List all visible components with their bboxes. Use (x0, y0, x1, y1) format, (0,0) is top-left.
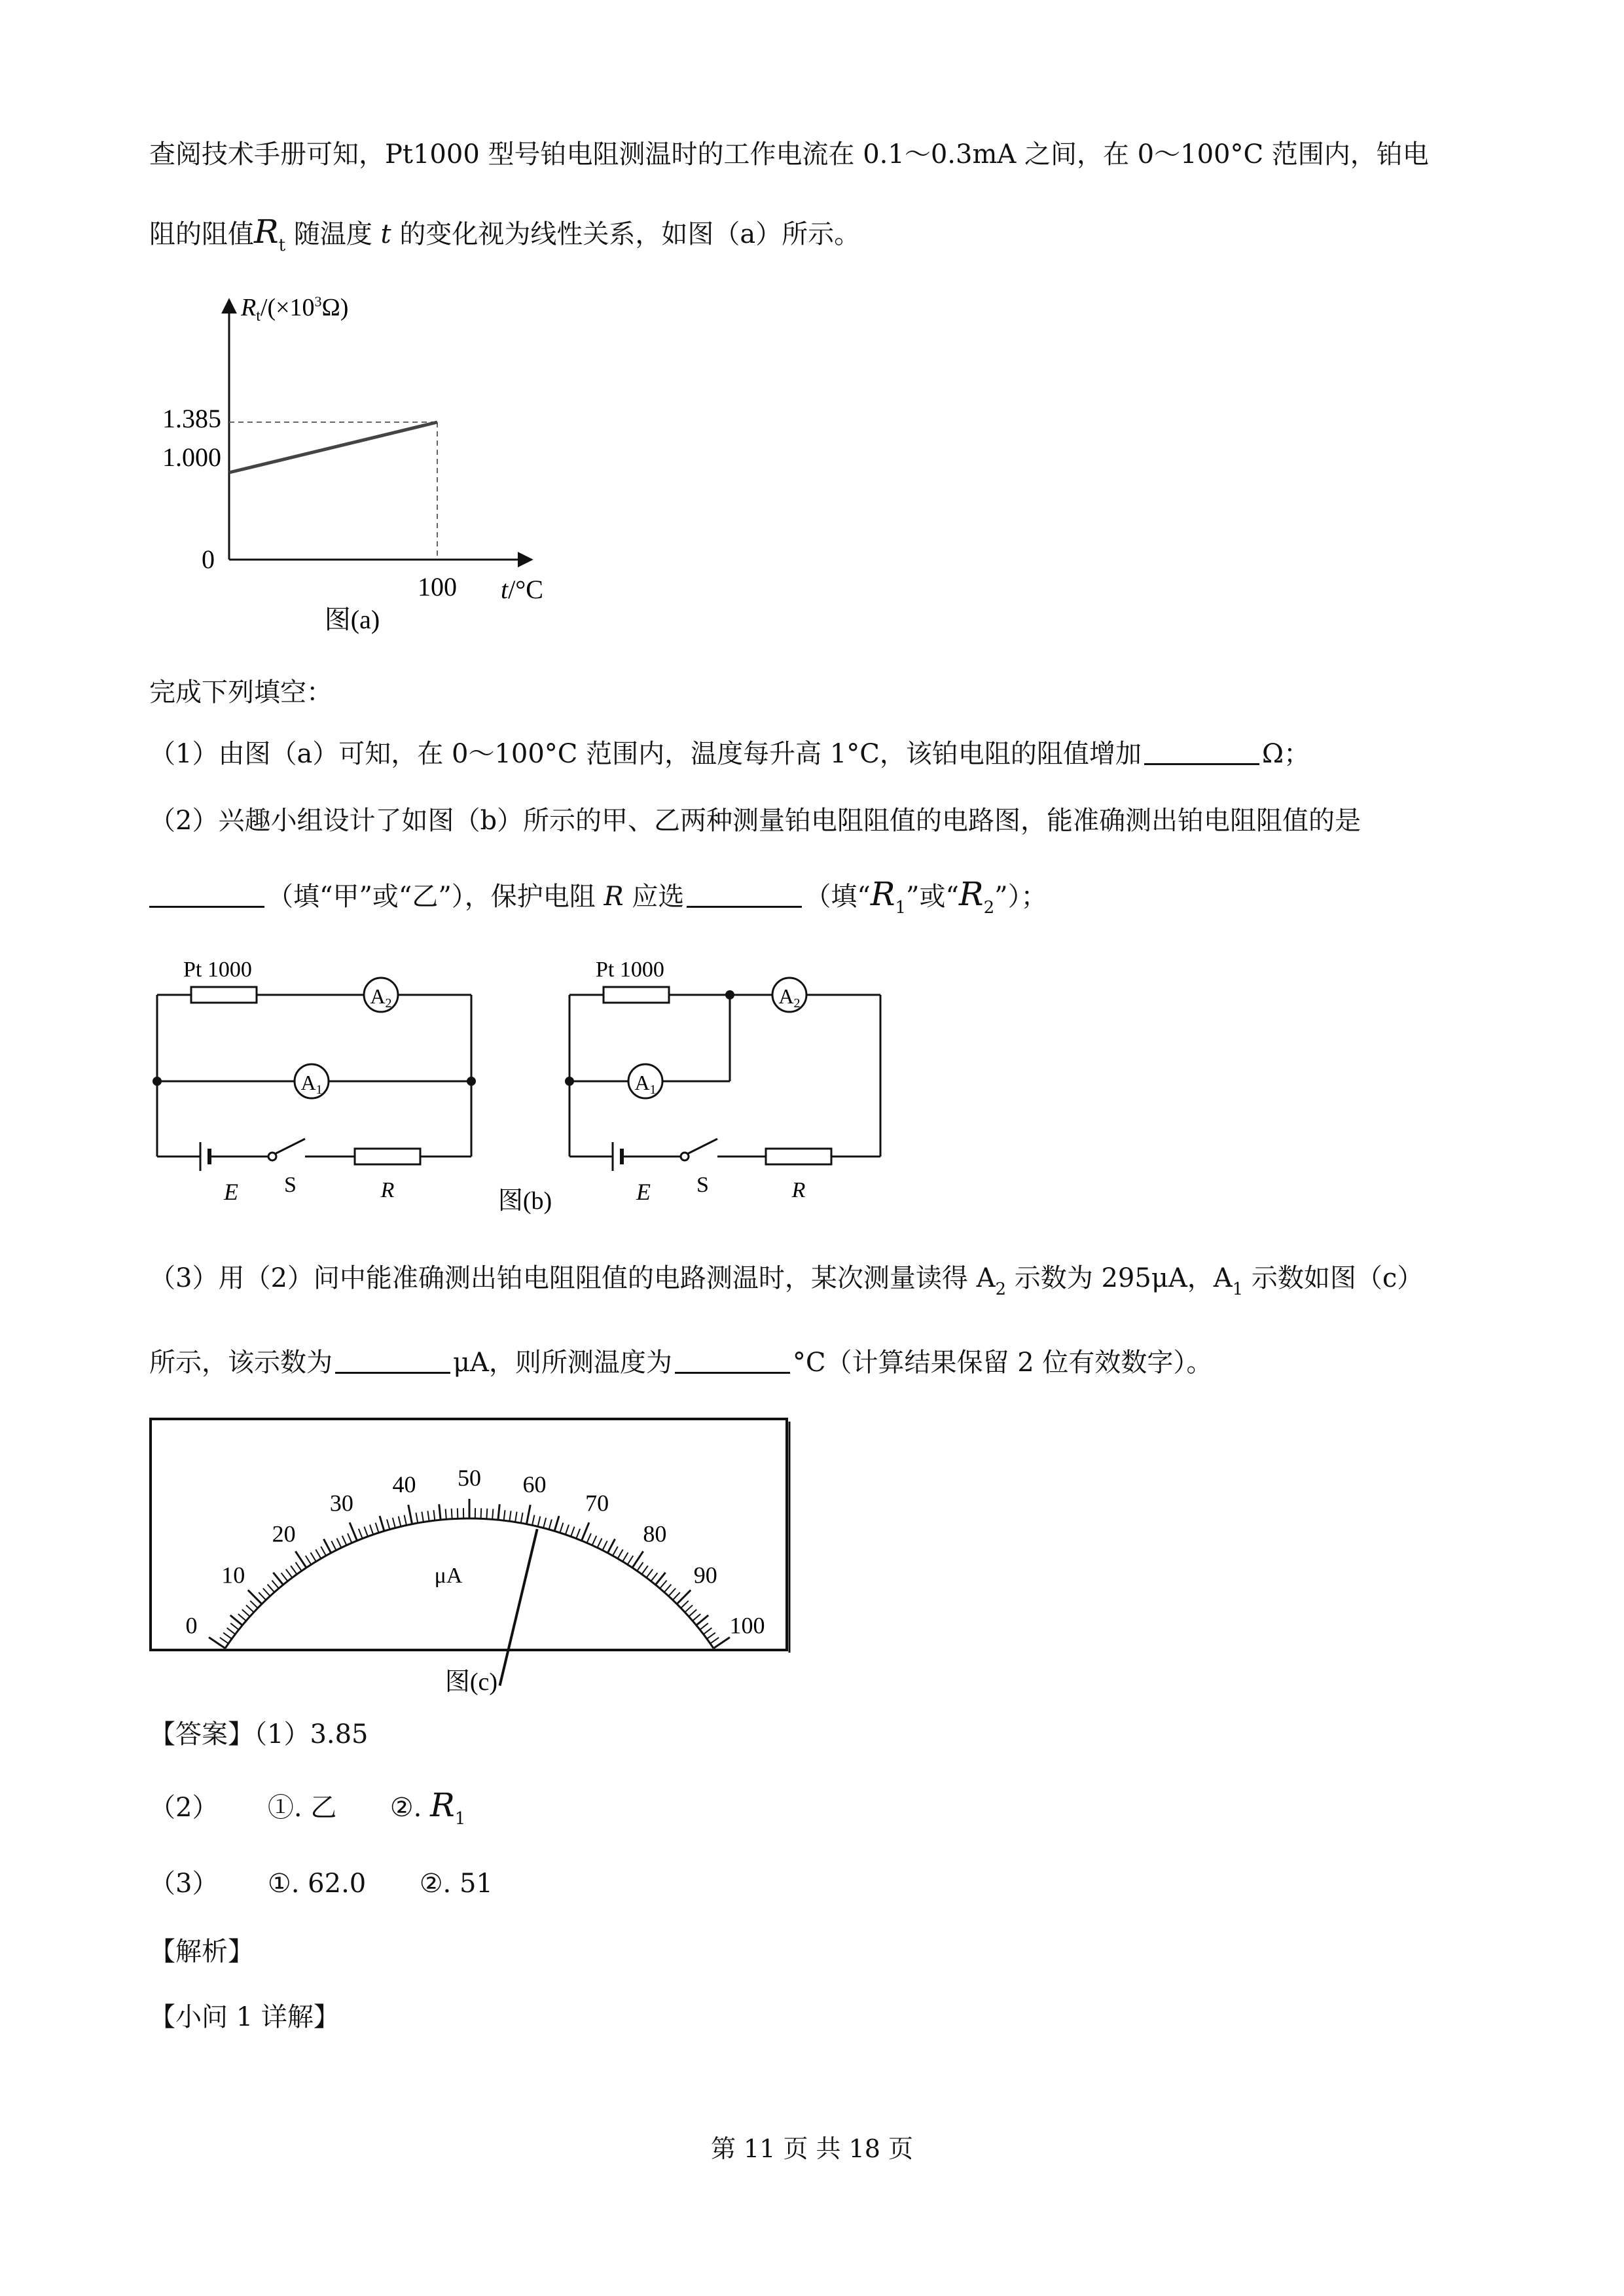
answer-heading: 【答案】（1）3.85 (149, 1719, 369, 1749)
intro-line-1: 查阅技术手册可知，Pt1000 型号铂电阻测温时的工作电流在 0.1～0.3mA 之间，在 0～100°C 范围内，铂电 (149, 139, 1429, 170)
x-axis-label: t/°C (501, 575, 543, 604)
a2-label-jia: A2 (370, 984, 392, 1011)
junction-dot (467, 1077, 476, 1086)
meter-tick (481, 1508, 482, 1518)
meter-scale-label: 60 (522, 1471, 547, 1498)
pt1000-resistor-yi (604, 987, 669, 1003)
a1-label-jia: A1 (300, 1071, 323, 1097)
switch-blade-jia (275, 1139, 305, 1154)
figure-c-caption: 图(c) (444, 1668, 498, 1696)
meter-scale-label: 80 (643, 1520, 667, 1547)
pt1000-label-yi: Pt 1000 (596, 958, 664, 982)
meter-tick (486, 1509, 487, 1519)
answer-q3: （3） ①. 62.0 ②. 51 (149, 1869, 493, 1899)
question-1: （1）由图（a）可知，在 0～100°C 范围内，温度每升高 1°C，该铂电阻的阻值增加 Ω； (149, 736, 1310, 772)
protect-resistor-jia (355, 1149, 420, 1164)
e-label-yi: E (636, 1179, 651, 1205)
figure-c-meter (144, 1414, 799, 1715)
answer-q2: （2） ①. 乙 ②. $R_1$ (149, 1786, 466, 1829)
analysis-heading: 【解析】 (149, 1937, 254, 1967)
answer-blank-2[interactable] (149, 880, 264, 908)
protect-resistor-yi (766, 1149, 831, 1164)
origin-label: 0 (202, 545, 215, 574)
question-2-line-2: （填“甲”或“乙”），保护电阻 R 应选 （填“$R_1$”或“$R_2$”）； (149, 876, 1047, 926)
figure-a-caption: 图(a) (324, 605, 380, 634)
detail-heading: 【小问 1 详解】 (149, 2002, 340, 2032)
meter-scale-label: 30 (329, 1490, 353, 1516)
answer-blank-1[interactable] (1144, 737, 1259, 765)
s-label-yi: S (696, 1173, 709, 1197)
meter-scale-label: 40 (392, 1471, 416, 1498)
junction-dot (153, 1077, 162, 1086)
r-label-jia: R (380, 1178, 395, 1202)
question-3-line-2: 所示，该示数为 μA，则所测温度为 °C（计算结果保留 2 位有效数字）。 (149, 1344, 1212, 1381)
meter-scale-label: 0 (185, 1612, 198, 1639)
figure-a-chart (144, 288, 563, 641)
r-label-yi: R (791, 1178, 806, 1202)
meter-scale-label: 50 (458, 1465, 481, 1491)
question-2-line-1: （2）兴趣小组设计了如图（b）所示的甲、乙两种测量铂电阻阻值的电路图，能准确测出铂电阻阻值的是 (149, 806, 1362, 836)
circuit-yi (569, 978, 880, 1171)
s-label-jia: S (284, 1173, 297, 1197)
answer-blank-3[interactable] (687, 880, 802, 908)
question-3-line-1: （3）用（2）问中能准确测出铂电阻阻值的电路测温时，某次测量读得 $A_2$ 示数为 295μA，$A_1$ 示数如图（c） (149, 1263, 1424, 1299)
junction-dot (725, 990, 734, 999)
question-intro: 完成下列填空： (149, 677, 333, 708)
meter-scale-label: 70 (585, 1490, 609, 1516)
rt-series-line (229, 422, 437, 473)
meter-unit-label: μA (434, 1564, 463, 1588)
meter-scale-label: 10 (221, 1562, 245, 1588)
meter-tick (492, 1509, 493, 1519)
y-axis-label: $R_t/(\times 10^3\Omega)$ (241, 293, 349, 325)
answer-blank-5[interactable] (675, 1346, 790, 1374)
a2-label-yi: A2 (778, 984, 801, 1011)
switch-blade-yi (687, 1139, 717, 1154)
meter-frame (151, 1419, 787, 1650)
y-tick-1000: 1.000 (162, 442, 221, 472)
answer-blank-4[interactable] (335, 1346, 450, 1374)
figure-b-circuits (144, 952, 903, 1227)
x-tick-100: 100 (418, 572, 457, 601)
intro-line-2: 阻的阻值$R_t$ 随温度 t 的变化视为线性关系，如图（a）所示。 (149, 213, 861, 255)
a1-label-yi: A1 (634, 1071, 657, 1097)
meter-scale-label: 90 (693, 1562, 717, 1588)
page-footer: 第 11 页 共 18 页 (710, 2134, 914, 2163)
pt1000-label-jia: Pt 1000 (183, 958, 252, 982)
figure-b-caption: 图(b) (497, 1187, 552, 1215)
junction-dot (565, 1077, 574, 1086)
pt1000-resistor-jia (191, 987, 257, 1003)
e-label-jia: E (224, 1179, 238, 1205)
y-tick-1385: 1.385 (162, 404, 221, 433)
meter-scale-label: 100 (729, 1612, 765, 1639)
meter-scale-label: 20 (272, 1520, 296, 1547)
